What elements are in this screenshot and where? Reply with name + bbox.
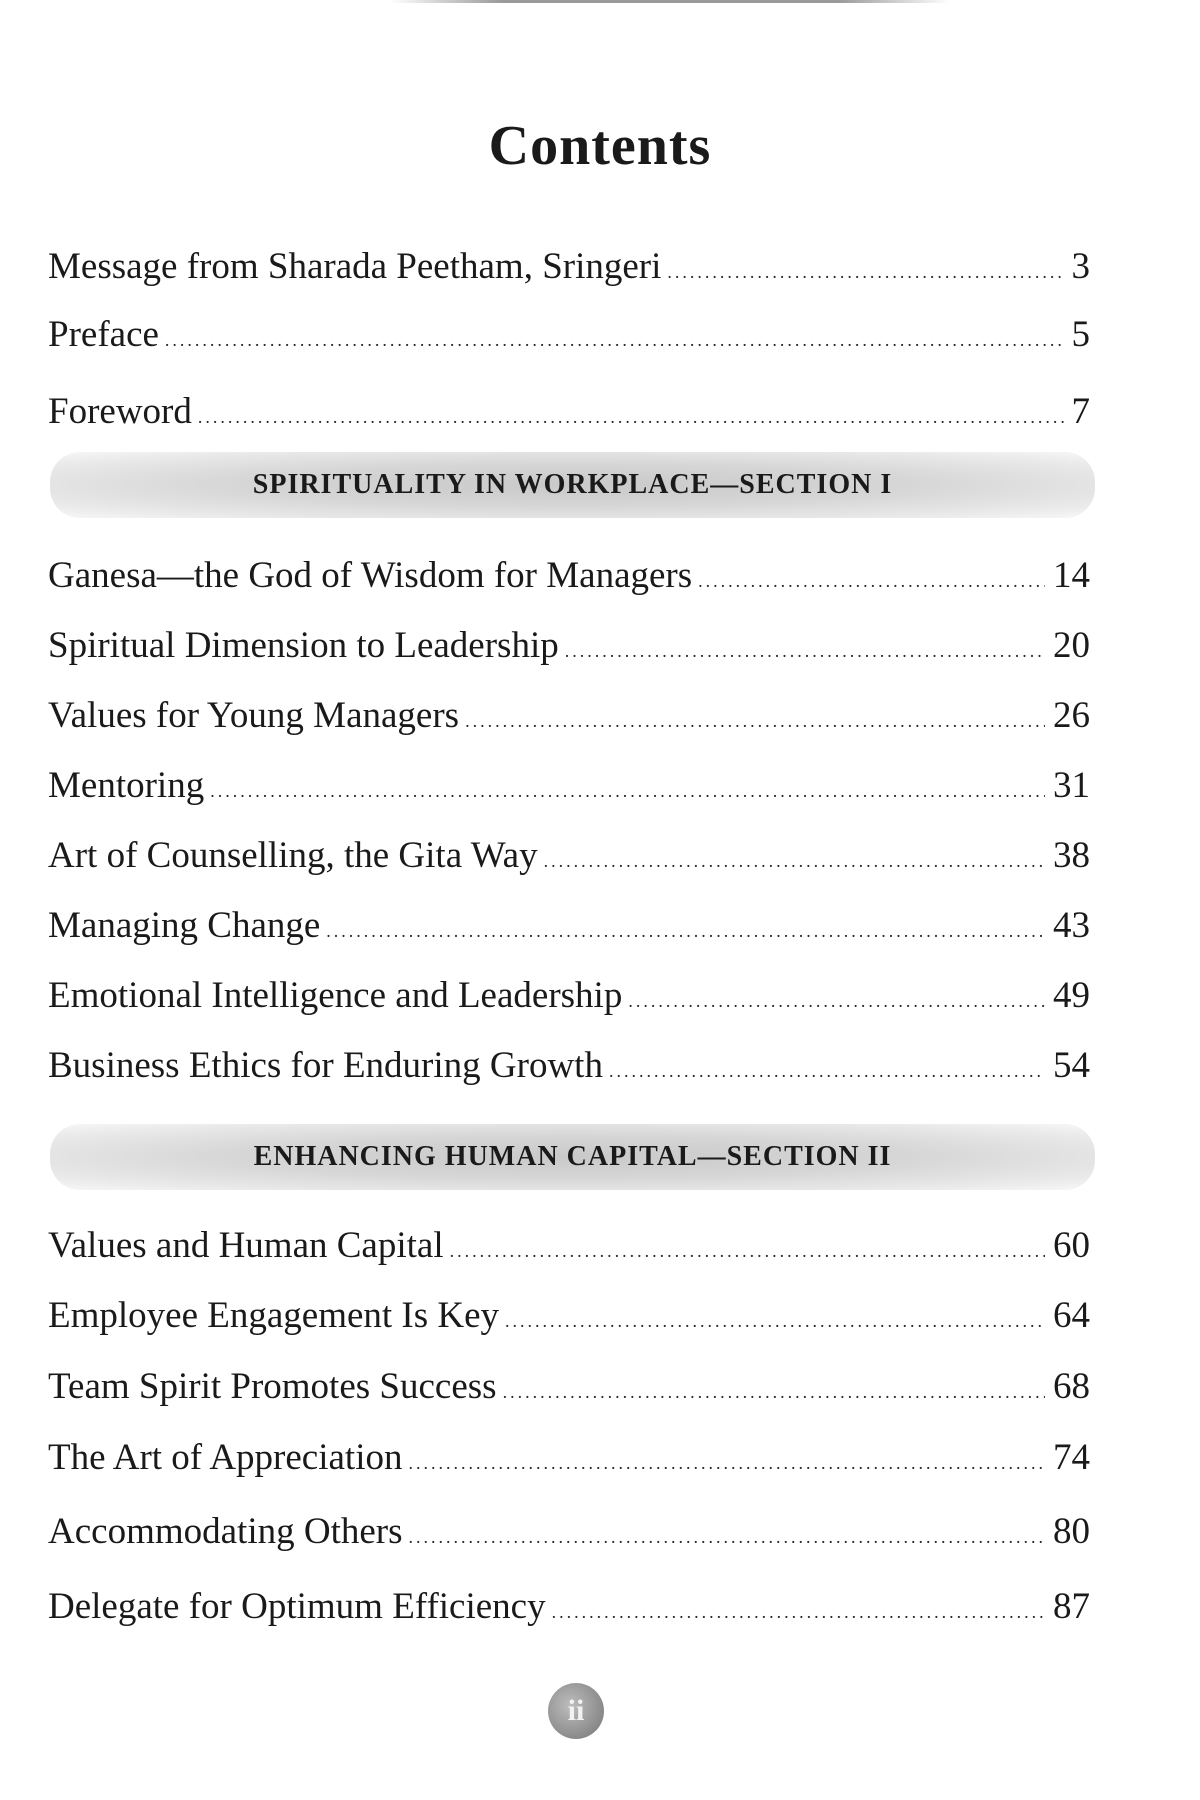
- toc-entry[interactable]: [48, 1368, 1090, 1405]
- top-rule: [390, 0, 950, 3]
- toc-entry-page: 20: [1053, 625, 1090, 666]
- toc-entry-title: Art of Counselling, the Gita Way: [48, 835, 538, 876]
- toc-entry-page: 43: [1053, 905, 1090, 946]
- toc-entry[interactable]: [48, 1588, 1090, 1625]
- toc-entry-title: Preface: [48, 314, 159, 355]
- toc-entry-title: Ganesa—the God of Wisdom for Managers: [48, 555, 693, 596]
- toc-entry-title: Employee Engagement Is Key: [48, 1295, 500, 1336]
- toc-entry-page: 26: [1053, 695, 1090, 736]
- page-number: ii: [567, 1694, 585, 1727]
- dot-leader: [450, 1242, 1045, 1260]
- toc-entry-page: 49: [1053, 975, 1090, 1016]
- toc-entry-page: 64: [1053, 1295, 1090, 1336]
- dot-leader: [503, 1383, 1045, 1401]
- toc-entry-page: 74: [1053, 1437, 1090, 1478]
- toc-entry-page: 31: [1053, 765, 1090, 806]
- section-heading-band: [50, 1124, 1095, 1190]
- toc-entry-title: Business Ethics for Enduring Growth: [48, 1045, 603, 1086]
- toc-entry-title: Spiritual Dimension to Leadership: [48, 625, 559, 666]
- toc-entry[interactable]: [48, 393, 1090, 430]
- toc-entry-page: 80: [1053, 1511, 1090, 1552]
- toc-entry-title: Managing Change: [48, 905, 321, 946]
- toc-entry-title: The Art of Appreciation: [48, 1437, 403, 1478]
- toc-entry[interactable]: [48, 837, 1090, 874]
- toc-entry-title: Values for Young Managers: [48, 695, 460, 736]
- dot-leader: [628, 992, 1045, 1010]
- toc-entry[interactable]: [48, 316, 1090, 353]
- toc-entry[interactable]: [48, 1439, 1090, 1476]
- toc-entry[interactable]: [48, 1227, 1090, 1264]
- toc-entry-page: 38: [1053, 835, 1090, 876]
- toc-entry-page: 87: [1053, 1586, 1090, 1627]
- toc-entry-page: 5: [1071, 314, 1090, 355]
- toc-entry[interactable]: [48, 697, 1090, 734]
- toc-entry-page: 14: [1053, 555, 1090, 596]
- section-heading-band: [50, 452, 1095, 518]
- toc-entry-title: Team Spirit Promotes Success: [48, 1366, 497, 1407]
- toc-entry[interactable]: [48, 1513, 1090, 1550]
- toc-entry[interactable]: [48, 1297, 1090, 1334]
- dot-leader: [667, 263, 1063, 281]
- dot-leader: [210, 782, 1045, 800]
- dot-leader: [552, 1603, 1045, 1621]
- dot-leader: [165, 331, 1064, 349]
- page-number-badge: [548, 1683, 604, 1739]
- dot-leader: [409, 1528, 1046, 1546]
- toc-entry[interactable]: [48, 557, 1090, 594]
- toc-entry[interactable]: [48, 1047, 1090, 1084]
- dot-leader: [544, 852, 1045, 870]
- page-title: Contents: [488, 115, 712, 177]
- section-heading: ENHANCING HUMAN CAPITAL—SECTION II: [253, 1141, 892, 1172]
- toc-entry-title: Message from Sharada Peetham, Sringeri: [48, 246, 662, 287]
- toc-entry[interactable]: [48, 907, 1090, 944]
- toc-entry-page: 68: [1053, 1366, 1090, 1407]
- toc-entry-title: Delegate for Optimum Efficiency: [48, 1586, 546, 1627]
- toc-entry[interactable]: [48, 977, 1090, 1014]
- toc-entry-title: Accommodating Others: [48, 1511, 403, 1552]
- dot-leader: [326, 922, 1045, 940]
- dot-leader: [565, 642, 1045, 660]
- toc-entry[interactable]: [48, 767, 1090, 804]
- toc-entry-page: 7: [1071, 391, 1090, 432]
- toc-entry-page: 54: [1053, 1045, 1090, 1086]
- toc-entry-page: 60: [1053, 1225, 1090, 1266]
- toc-entry-title: Emotional Intelligence and Leadership: [48, 975, 623, 1016]
- dot-leader: [465, 712, 1045, 730]
- toc-entry[interactable]: [48, 248, 1090, 285]
- dot-leader: [198, 408, 1064, 426]
- toc-entry[interactable]: [48, 627, 1090, 664]
- toc-entry-title: Foreword: [48, 391, 192, 432]
- dot-leader: [698, 572, 1045, 590]
- section-heading: SPIRITUALITY IN WORKPLACE—SECTION I: [252, 469, 893, 500]
- dot-leader: [505, 1312, 1045, 1330]
- toc-entry-title: Values and Human Capital: [48, 1225, 444, 1266]
- toc-entry-page: 3: [1071, 246, 1090, 287]
- dot-leader: [408, 1454, 1045, 1472]
- toc-entry-title: Mentoring: [48, 765, 205, 806]
- dot-leader: [609, 1062, 1045, 1080]
